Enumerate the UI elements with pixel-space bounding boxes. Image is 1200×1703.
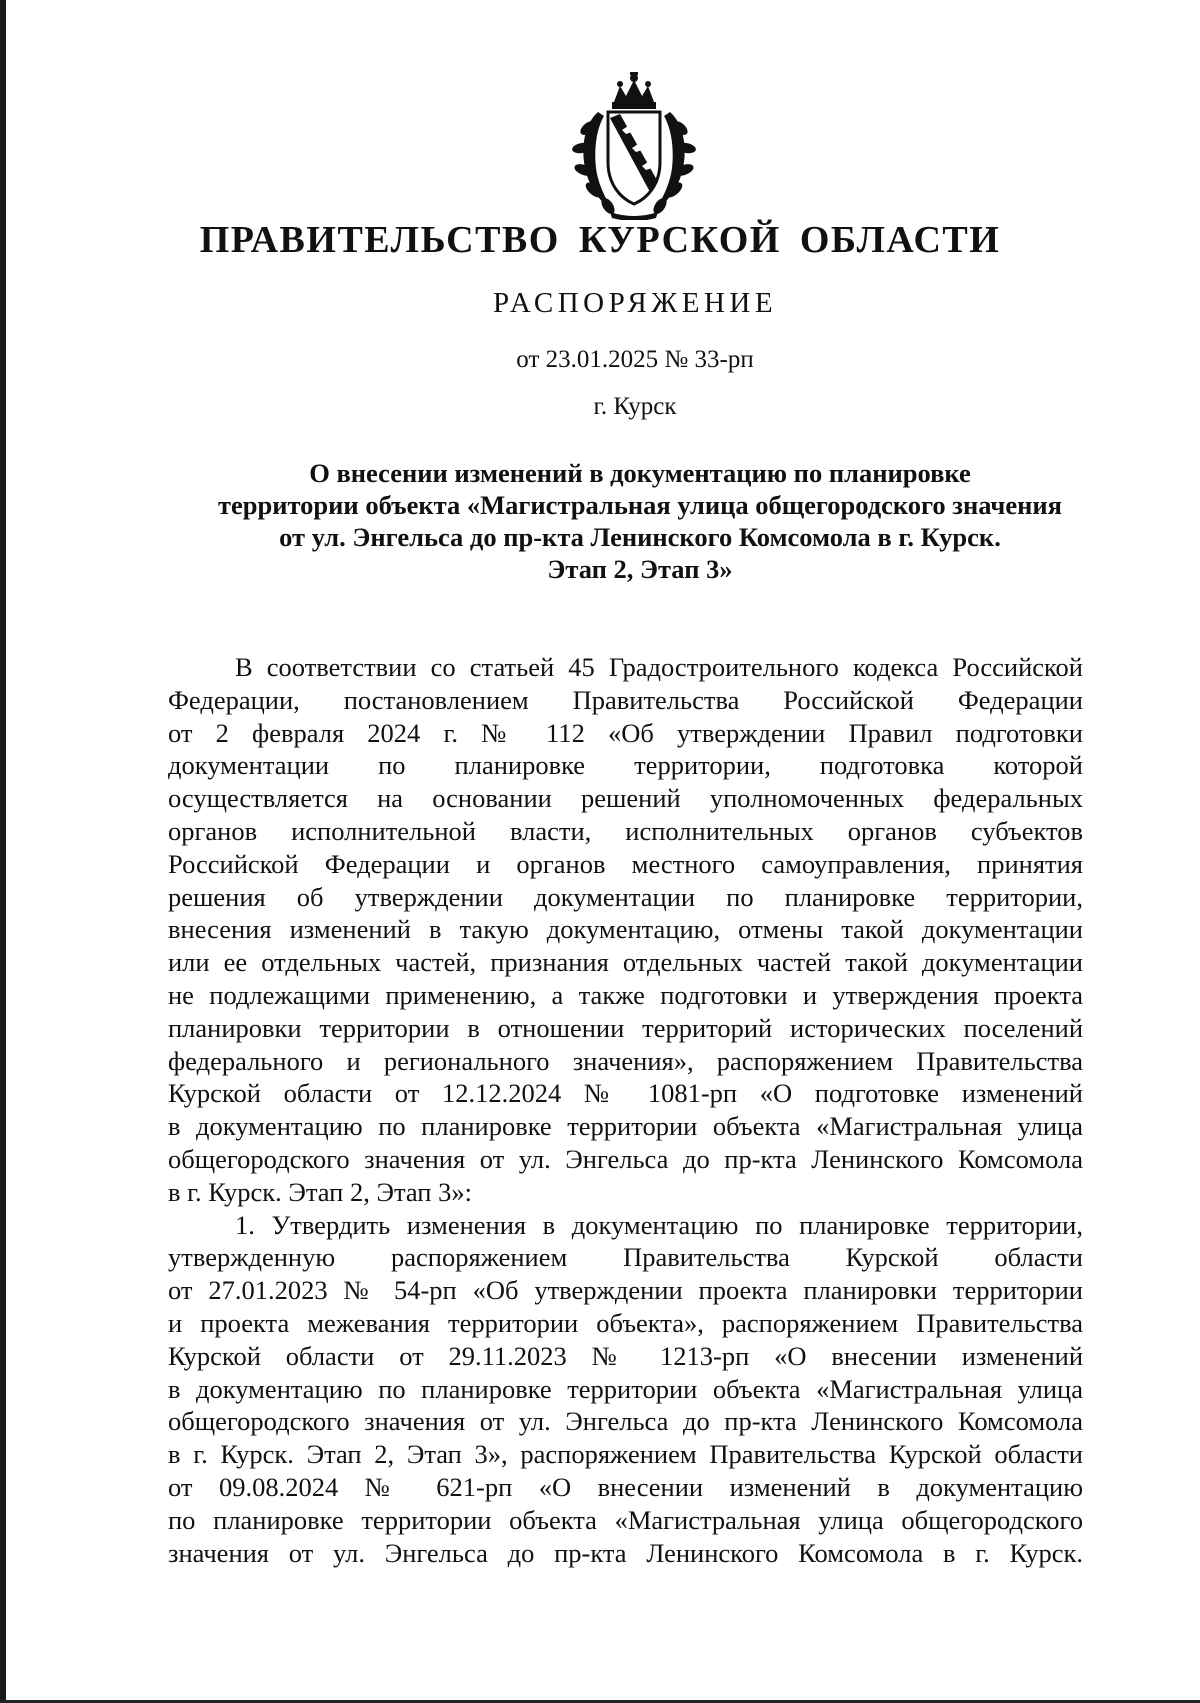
body-line: федерального и регионального значения», распоряжением Правительства [168,1045,1083,1076]
body-line: и проекта межевания территории объекта», распоряжением Правительства [168,1307,1083,1338]
body-line: в г. Курск. Этап 2, Этап 3»: [168,1176,472,1207]
body-line: Курской области от 29.11.2023 № 1213-рп «О внесении изменений [168,1340,1083,1371]
organization-name: ПРАВИТЕЛЬСТВО КУРСКОЙ ОБЛАСТИ [199,219,1001,261]
body-line: не подлежащими применению, а также подготовки и утверждения проекта [168,979,1083,1010]
title-line: территории объекта «Магистральная улица общегородского значения [217,490,1062,520]
document-city: г. Курск [593,393,677,420]
document-title [150,457,1130,585]
body-line: органов исполнительной власти, исполнительных органов субъектов [168,815,1083,846]
body-line: внесения изменений в такую документацию, отмены такой документации [168,914,1083,945]
body-line: Курской области от 12.12.2024 № 1081-рп «О подготовке изменений [168,1078,1083,1109]
body-line: от 27.01.2023 № 54-рп «Об утверждении проекта планировки территории [168,1275,1083,1306]
body-line: от 09.08.2024 № 621-рп «О внесении изменений в документацию [168,1471,1083,1502]
body-line: утвержденную распоряжением Правительства Курской области [168,1242,1083,1273]
body-line: 1. Утвердить изменения в документацию по планировке территории, [235,1209,1083,1240]
title-line: О внесении изменений в документацию по планировке [309,458,971,488]
body-line: Федерации, постановлением Правительства Российской Федерации [168,684,1083,715]
body-line: решения об утверждении документации по планировке территории, [168,881,1083,912]
body-line: по планировке территории объекта «Магистральная улица общегородского [168,1504,1083,1535]
body-line: в документацию по планировке территории объекта «Магистральная улица [168,1373,1083,1404]
body-line: осуществляется на основании решений уполномоченных федеральных [168,783,1083,814]
body-line: значения от ул. Энгельса до пр-кта Ленинского Комсомола в г. Курск. [168,1537,1083,1568]
document-date-number: от 23.01.2025 № 33-рп [516,346,754,373]
body-line: общегородского значения от ул. Энгельса до пр-кта Ленинского Комсомола [168,1406,1083,1437]
title-line: Этап 2, Этап 3» [547,554,733,584]
body-line: в г. Курск. Этап 2, Этап 3», распоряжением Правительства Курской области [168,1439,1083,1470]
body-line: документации по планировке территории, подготовка которой [168,750,1083,781]
coat-of-arms-icon [570,72,698,220]
title-line: от ул. Энгельса до пр-кта Ленинского Комсомола в г. Курск. [279,522,1001,552]
body-line: общегородского значения от ул. Энгельса до пр-кта Ленинского Комсомола [168,1143,1083,1174]
document-body [168,651,1083,1569]
body-line: Российской Федерации и органов местного самоуправления, принятия [168,848,1083,879]
body-line: от 2 февраля 2024 г. № 112 «Об утверждении Правил подготовки [168,717,1083,748]
body-line: или ее отдельных частей, признания отдельных частей такой документации [168,947,1083,978]
document-type: РАСПОРЯЖЕНИЕ [492,287,778,319]
body-line: в документацию по планировке территории объекта «Магистральная улица [168,1111,1083,1142]
body-line: В соответствии со статьей 45 Градостроительного кодекса Российской [235,652,1083,682]
body-line: планировки территории в отношении территорий исторических поселений [168,1012,1083,1043]
